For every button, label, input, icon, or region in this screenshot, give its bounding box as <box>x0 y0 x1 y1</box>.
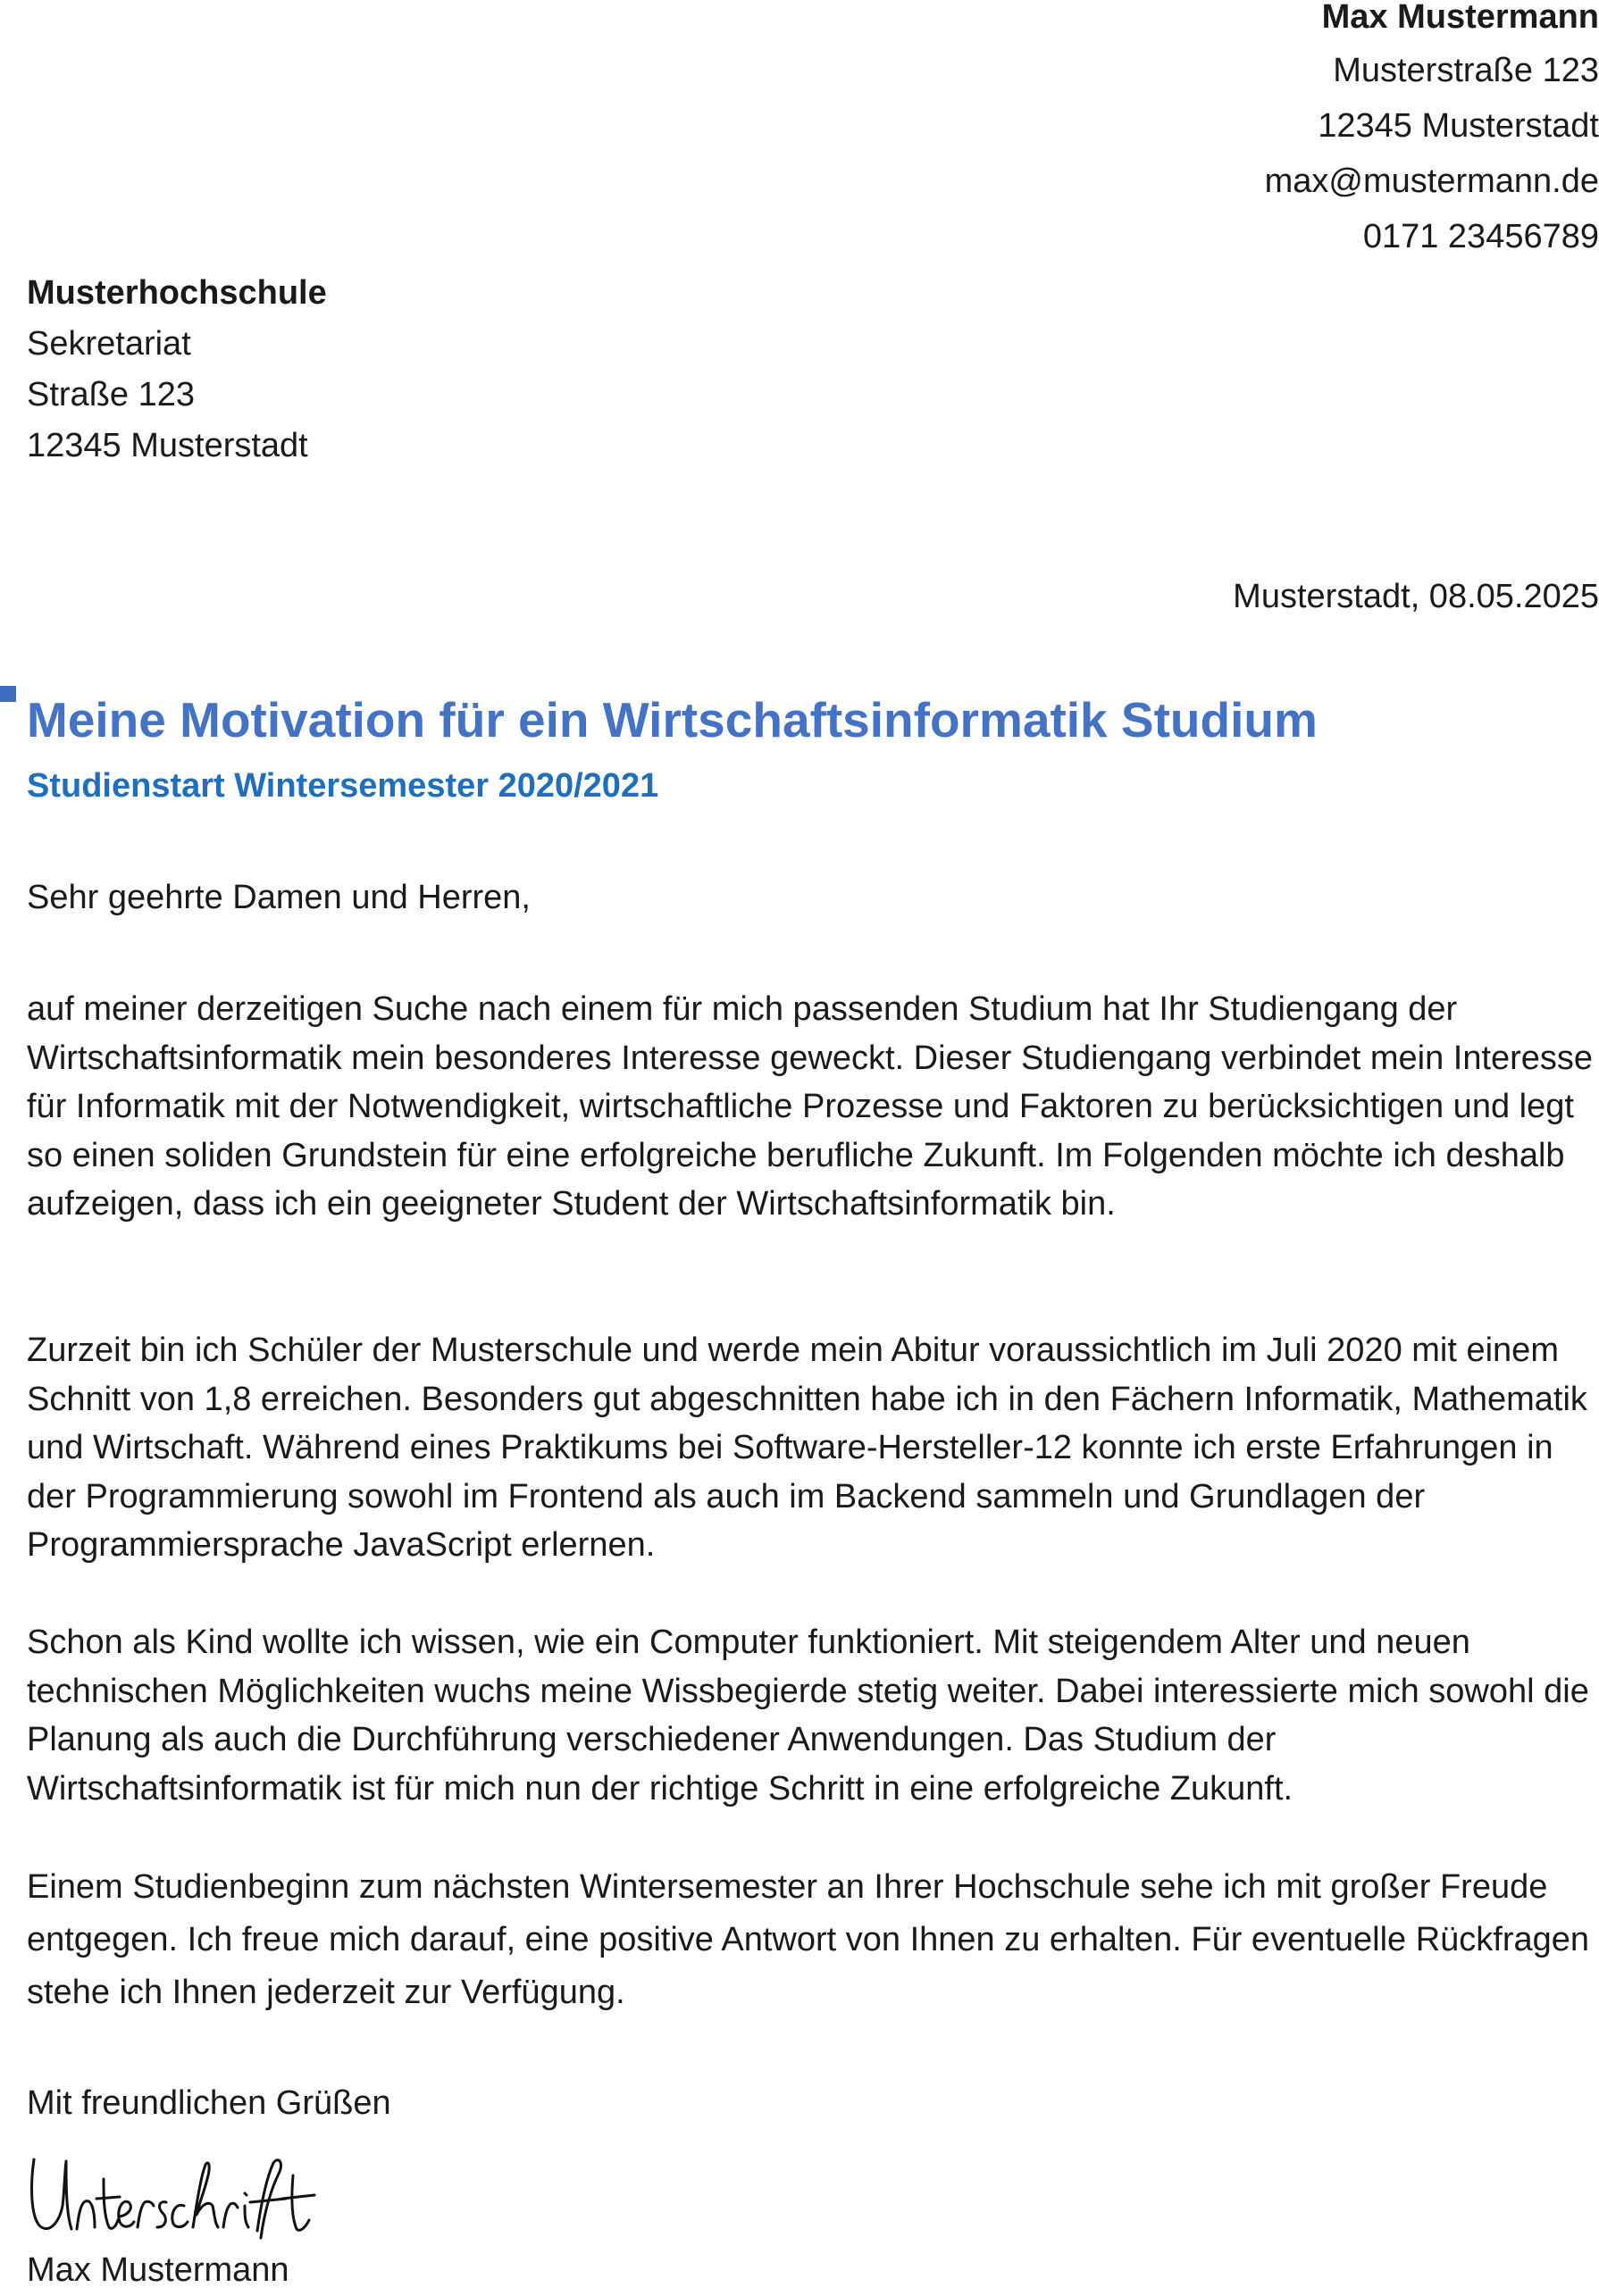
closing: Mit freundlichen Grüßen <box>27 2084 391 2122</box>
paragraph-3: Schon als Kind wollte ich wissen, wie ein Computer funktioniert. Mit steigendem Alter und neuen technischen Möglichkeiten wuchs meine Wissbegierde stetig weiter. Dabei interessierte mich sowohl die Planung als auch die Durchführung verschiedener Anwendungen. Das Studium der Wirtschaftsinformatik ist für mich nun der richtige Schritt in eine erfolgreiche Zukunft. <box>27 1624 1589 1808</box>
recipient-department: Sekretariat <box>27 325 191 363</box>
salutation: Sehr geehrte Damen und Herren, <box>27 879 531 916</box>
recipient-street: Straße 123 <box>27 376 195 413</box>
letter-subtitle: Studienstart Wintersemester 2020/2021 <box>27 767 659 805</box>
sender-city: 12345 Musterstadt <box>1318 107 1599 145</box>
recipient-city: 12345 Musterstadt <box>27 427 308 464</box>
sender-email: max@mustermann.de <box>1264 163 1599 200</box>
recipient-org: Musterhochschule <box>27 274 327 312</box>
letter-title: Meine Motivation für ein Wirtschaftsinformatik Studium <box>27 692 1318 747</box>
paragraph-1: auf meiner derzeitigen Suche nach einem für mich passenden Studium hat Ihr Studiengang der Wirtschaftsinformatik mein besonderes Interesse geweckt. Dieser Studiengang verbindet mein Interesse für Informatik mit der Notwendigkeit, wirtschaftliche Prozesse und Faktoren zu berücksichtigen und legt so einen soliden Grundstein für eine erfolgreiche berufliche Zukunft. Im Folgenden möchte ich deshalb aufzeigen, dass ich ein geeigneter Student der Wirtschaftsinformatik bin. <box>27 990 1594 1223</box>
paragraph-2: Zurzeit bin ich Schüler der Musterschule und werde mein Abitur voraussichtlich im Juli 2020 mit einem Schnitt von 1,8 erreichen. Besonders gut abgeschnitten habe ich in den Fächern Informatik, Mathematik und Wirtschaft. Während eines Praktikums bei Software-Hersteller-12 konnte ich erste Erfahrungen in der Programmierung sowohl im Frontend als auch im Backend sammeln und Grundlagen der Programmiersprache JavaScript erlernen. <box>27 1332 1587 1564</box>
handwritten-signature <box>27 2143 331 2242</box>
signer-name: Max Mustermann <box>27 2251 289 2289</box>
letter-date: Musterstadt, 08.05.2025 <box>1233 578 1599 615</box>
paragraph-4: Einem Studienbeginn zum nächsten Wintersemester an Ihrer Hochschule sehe ich mit großer Freude entgegen. Ich freue mich darauf, eine positive Antwort von Ihnen zu erhalten. Für eventuelle Rückfragen stehe ich Ihnen jederzeit zur Verfügung. <box>27 1868 1590 2011</box>
sender-phone: 0171 23456789 <box>1362 218 1599 255</box>
title-marker <box>0 686 16 702</box>
sender-address <box>884 0 1599 264</box>
recipient-address <box>27 268 327 472</box>
sender-street: Musterstraße 123 <box>1333 52 1599 89</box>
sender-name: Max Mustermann <box>1321 0 1599 36</box>
